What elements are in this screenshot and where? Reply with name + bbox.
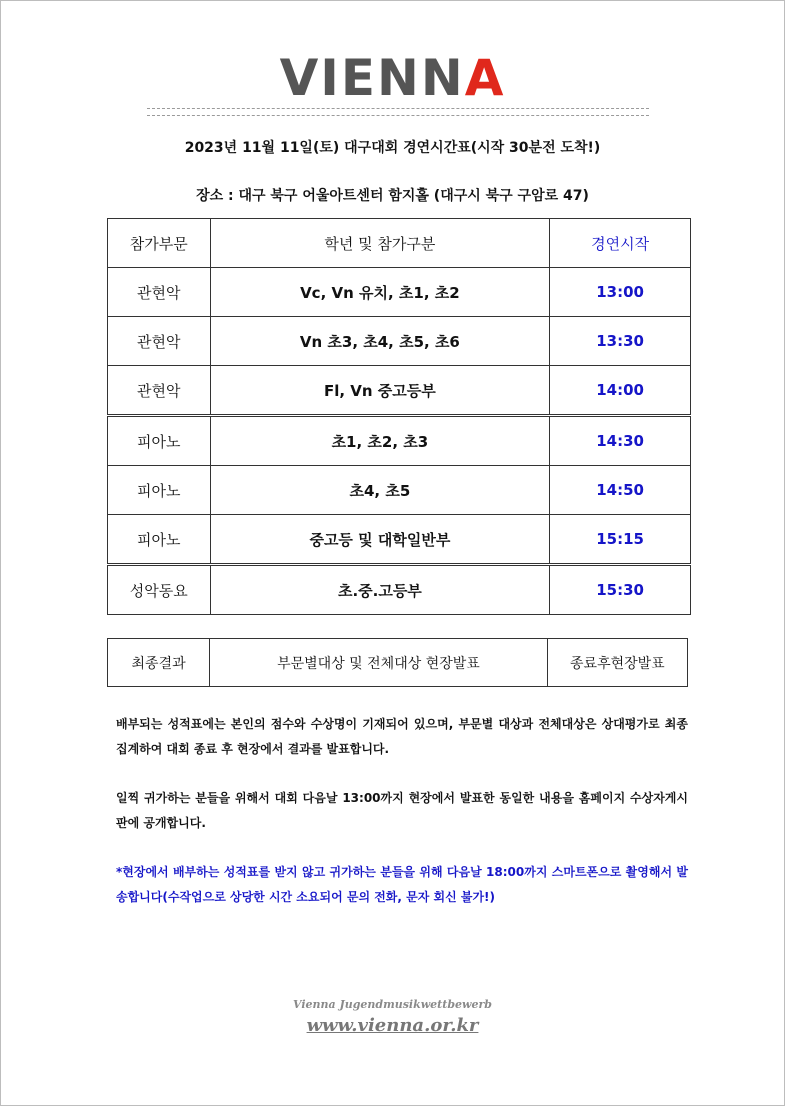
category-cell: 관현악 xyxy=(108,366,211,416)
table-row xyxy=(108,268,691,317)
logo-text-accent: A xyxy=(464,49,506,107)
grade-cell: Vn 초3, 초4, 초5, 초6 xyxy=(210,317,550,366)
grade-cell: 중고등 및 대학일반부 xyxy=(210,515,550,565)
table-row xyxy=(108,466,691,515)
time-cell: 14:50 xyxy=(550,466,691,515)
table-row xyxy=(108,515,691,565)
vienna-logo xyxy=(0,50,785,106)
header-start-time: 경연시작 xyxy=(550,219,691,268)
grade-cell: 초4, 초5 xyxy=(210,466,550,515)
category-cell: 피아노 xyxy=(108,515,211,565)
time-cell: 15:30 xyxy=(550,565,691,615)
footer-subtitle: Vienna Jugendmusikwettbewerb xyxy=(293,998,492,1011)
final-result-timing: 종료후현장발표 xyxy=(547,639,687,687)
time-cell: 13:00 xyxy=(550,268,691,317)
schedule-title: 2023년 11월 11일(토) 대구대회 경연시간표(시작 30분전 도착!) xyxy=(184,140,601,156)
table-row xyxy=(108,366,691,416)
note-paragraph-highlight: *현장에서 배부하는 성적표를 받지 않고 귀가하는 분들을 위해 다음날 18:00까지 스마트폰으로 촬영해서 발송합니다(수작업으로 상당한 시간 소요되어 문의 전화, 문자 회신 불가!) xyxy=(116,865,688,904)
notes-section xyxy=(116,712,688,934)
category-cell: 피아노 xyxy=(108,416,211,466)
grade-cell: 초1, 초2, 초3 xyxy=(210,416,550,466)
venue-line: 장소 : 대구 북구 어울아트센터 함지홀 (대구시 북구 구암로 47) xyxy=(196,188,589,204)
grade-cell: Vc, Vn 유치, 초1, 초2 xyxy=(210,268,550,317)
final-result-description: 부문별대상 및 전체대상 현장발표 xyxy=(210,639,548,687)
final-result-label: 최종결과 xyxy=(108,639,210,687)
note-paragraph: 배부되는 성적표에는 본인의 점수와 수상명이 기재되어 있으며, 부문별 대상과 전체대상은 상대평가로 최종 집계하여 대회 종료 후 현장에서 결과를 발표합니다. xyxy=(116,717,688,756)
category-cell: 관현악 xyxy=(108,268,211,317)
category-cell: 관현악 xyxy=(108,317,211,366)
note-paragraph: 일찍 귀가하는 분들을 위해서 대회 다음날 13:00까지 현장에서 발표한 동일한 내용을 홈페이지 수상자게시판에 공개합니다. xyxy=(116,791,688,830)
time-cell: 13:30 xyxy=(550,317,691,366)
table-row xyxy=(108,317,691,366)
time-cell: 14:00 xyxy=(550,366,691,416)
category-cell: 피아노 xyxy=(108,466,211,515)
dashed-divider xyxy=(147,108,649,116)
header-category: 참가부문 xyxy=(108,219,211,268)
final-result-table xyxy=(107,638,688,687)
table-header-row xyxy=(108,219,691,268)
grade-cell: Fl, Vn 중고등부 xyxy=(210,366,550,416)
time-cell: 14:30 xyxy=(550,416,691,466)
logo-text-main: VIENN xyxy=(279,49,465,107)
grade-cell: 초.중.고등부 xyxy=(210,565,550,615)
header-grade: 학년 및 참가구분 xyxy=(210,219,550,268)
schedule-table xyxy=(107,218,691,615)
final-result-row xyxy=(108,639,688,687)
category-cell: 성악동요 xyxy=(108,565,211,615)
table-row xyxy=(108,416,691,466)
footer-url-link[interactable]: www.vienna.or.kr xyxy=(306,1015,479,1036)
table-row xyxy=(108,565,691,615)
time-cell: 15:15 xyxy=(550,515,691,565)
